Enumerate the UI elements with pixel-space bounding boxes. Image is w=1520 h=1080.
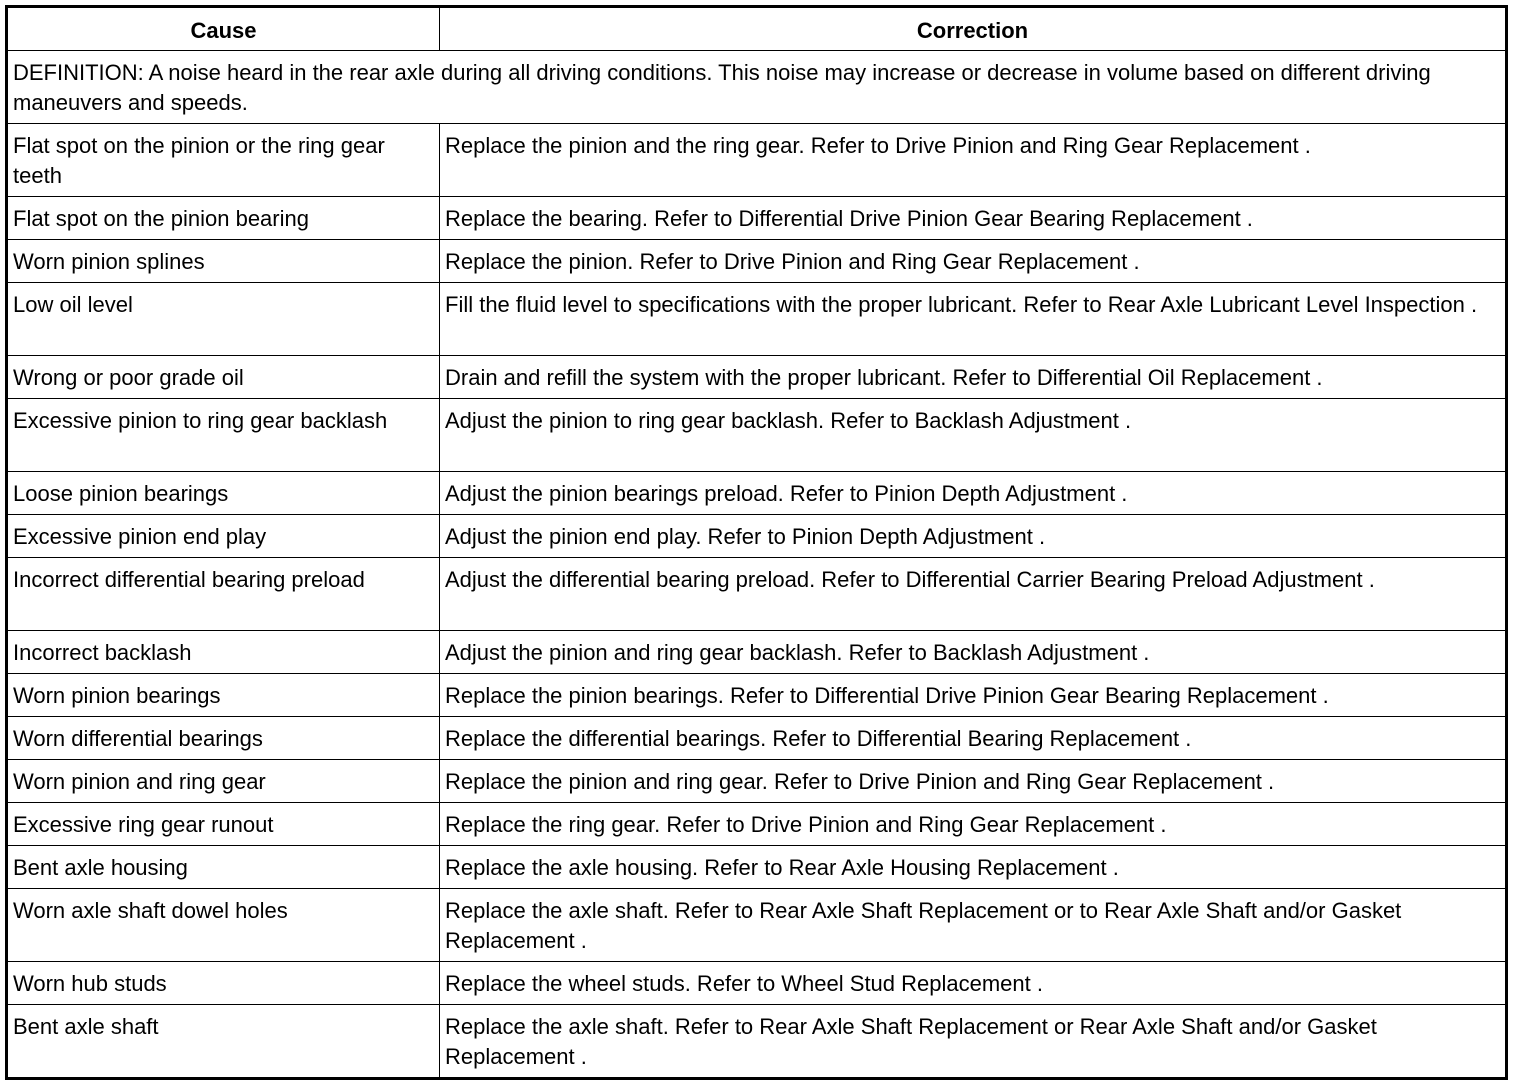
cause-cell: Worn axle shaft dowel holes [7, 889, 440, 962]
correction-cell: Replace the axle shaft. Refer to Rear Axle Shaft Replacement or to Rear Axle Shaft and/or Gasket Replacement . [440, 889, 1507, 962]
correction-cell: Replace the axle housing. Refer to Rear Axle Housing Replacement . [440, 846, 1507, 889]
table-row [7, 846, 1507, 889]
cause-cell: Worn pinion bearings [7, 674, 440, 717]
table-row [7, 962, 1507, 1005]
table-row [7, 240, 1507, 283]
table-row [7, 760, 1507, 803]
cause-cell: Excessive pinion to ring gear backlash [7, 399, 440, 472]
correction-column-header: Correction [440, 7, 1507, 51]
cause-cell: Excessive pinion end play [7, 515, 440, 558]
correction-cell: Replace the differential bearings. Refer to Differential Bearing Replacement . [440, 717, 1507, 760]
table-row [7, 515, 1507, 558]
table-row [7, 283, 1507, 356]
cause-cell: Low oil level [7, 283, 440, 356]
table-row [7, 889, 1507, 962]
cause-cell: Incorrect backlash [7, 631, 440, 674]
cause-cell: Flat spot on the pinion or the ring gear teeth [7, 124, 440, 197]
cause-cell: Bent axle shaft [7, 1005, 440, 1079]
correction-cell: Replace the pinion and ring gear. Refer to Drive Pinion and Ring Gear Replacement . [440, 760, 1507, 803]
table-row [7, 399, 1507, 472]
table-row [7, 1005, 1507, 1079]
cause-cell: Loose pinion bearings [7, 472, 440, 515]
cause-cell: Flat spot on the pinion bearing [7, 197, 440, 240]
correction-cell: Adjust the pinion and ring gear backlash. Refer to Backlash Adjustment . [440, 631, 1507, 674]
cause-cell: Worn differential bearings [7, 717, 440, 760]
definition-row [7, 51, 1507, 124]
table-row [7, 631, 1507, 674]
cause-cell: Wrong or poor grade oil [7, 356, 440, 399]
table-row [7, 717, 1507, 760]
cause-cell: Excessive ring gear runout [7, 803, 440, 846]
table-header-row [7, 7, 1507, 51]
correction-cell: Replace the axle shaft. Refer to Rear Axle Shaft Replacement or Rear Axle Shaft and/or Gasket Replacement . [440, 1005, 1507, 1079]
cause-cell: Worn pinion splines [7, 240, 440, 283]
correction-cell: Replace the ring gear. Refer to Drive Pinion and Ring Gear Replacement . [440, 803, 1507, 846]
cause-cell: Worn hub studs [7, 962, 440, 1005]
table-row [7, 472, 1507, 515]
cause-column-header: Cause [7, 7, 440, 51]
correction-cell: Drain and refill the system with the proper lubricant. Refer to Differential Oil Replacement . [440, 356, 1507, 399]
correction-cell: Replace the bearing. Refer to Differential Drive Pinion Gear Bearing Replacement . [440, 197, 1507, 240]
cause-cell: Incorrect differential bearing preload [7, 558, 440, 631]
table-row [7, 197, 1507, 240]
correction-cell: Replace the pinion bearings. Refer to Differential Drive Pinion Gear Bearing Replacement . [440, 674, 1507, 717]
table-row [7, 558, 1507, 631]
diagnostic-table [5, 5, 1508, 1080]
correction-cell: Replace the pinion and the ring gear. Refer to Drive Pinion and Ring Gear Replacement . [440, 124, 1507, 197]
correction-cell: Fill the fluid level to specifications with the proper lubricant. Refer to Rear Axle Lubricant Level Inspection . [440, 283, 1507, 356]
table-row [7, 124, 1507, 197]
correction-cell: Adjust the pinion end play. Refer to Pinion Depth Adjustment . [440, 515, 1507, 558]
table-row [7, 356, 1507, 399]
correction-cell: Replace the pinion. Refer to Drive Pinion and Ring Gear Replacement . [440, 240, 1507, 283]
correction-cell: Adjust the pinion to ring gear backlash. Refer to Backlash Adjustment . [440, 399, 1507, 472]
cause-cell: Worn pinion and ring gear [7, 760, 440, 803]
correction-cell: Replace the wheel studs. Refer to Wheel Stud Replacement . [440, 962, 1507, 1005]
correction-cell: Adjust the differential bearing preload. Refer to Differential Carrier Bearing Preload Adjustment . [440, 558, 1507, 631]
definition-text: DEFINITION: A noise heard in the rear axle during all driving conditions. This noise may increase or decrease in volume based on different driving maneuvers and speeds. [7, 51, 1507, 124]
correction-cell: Adjust the pinion bearings preload. Refer to Pinion Depth Adjustment . [440, 472, 1507, 515]
table-row [7, 674, 1507, 717]
table-row [7, 803, 1507, 846]
cause-cell: Bent axle housing [7, 846, 440, 889]
